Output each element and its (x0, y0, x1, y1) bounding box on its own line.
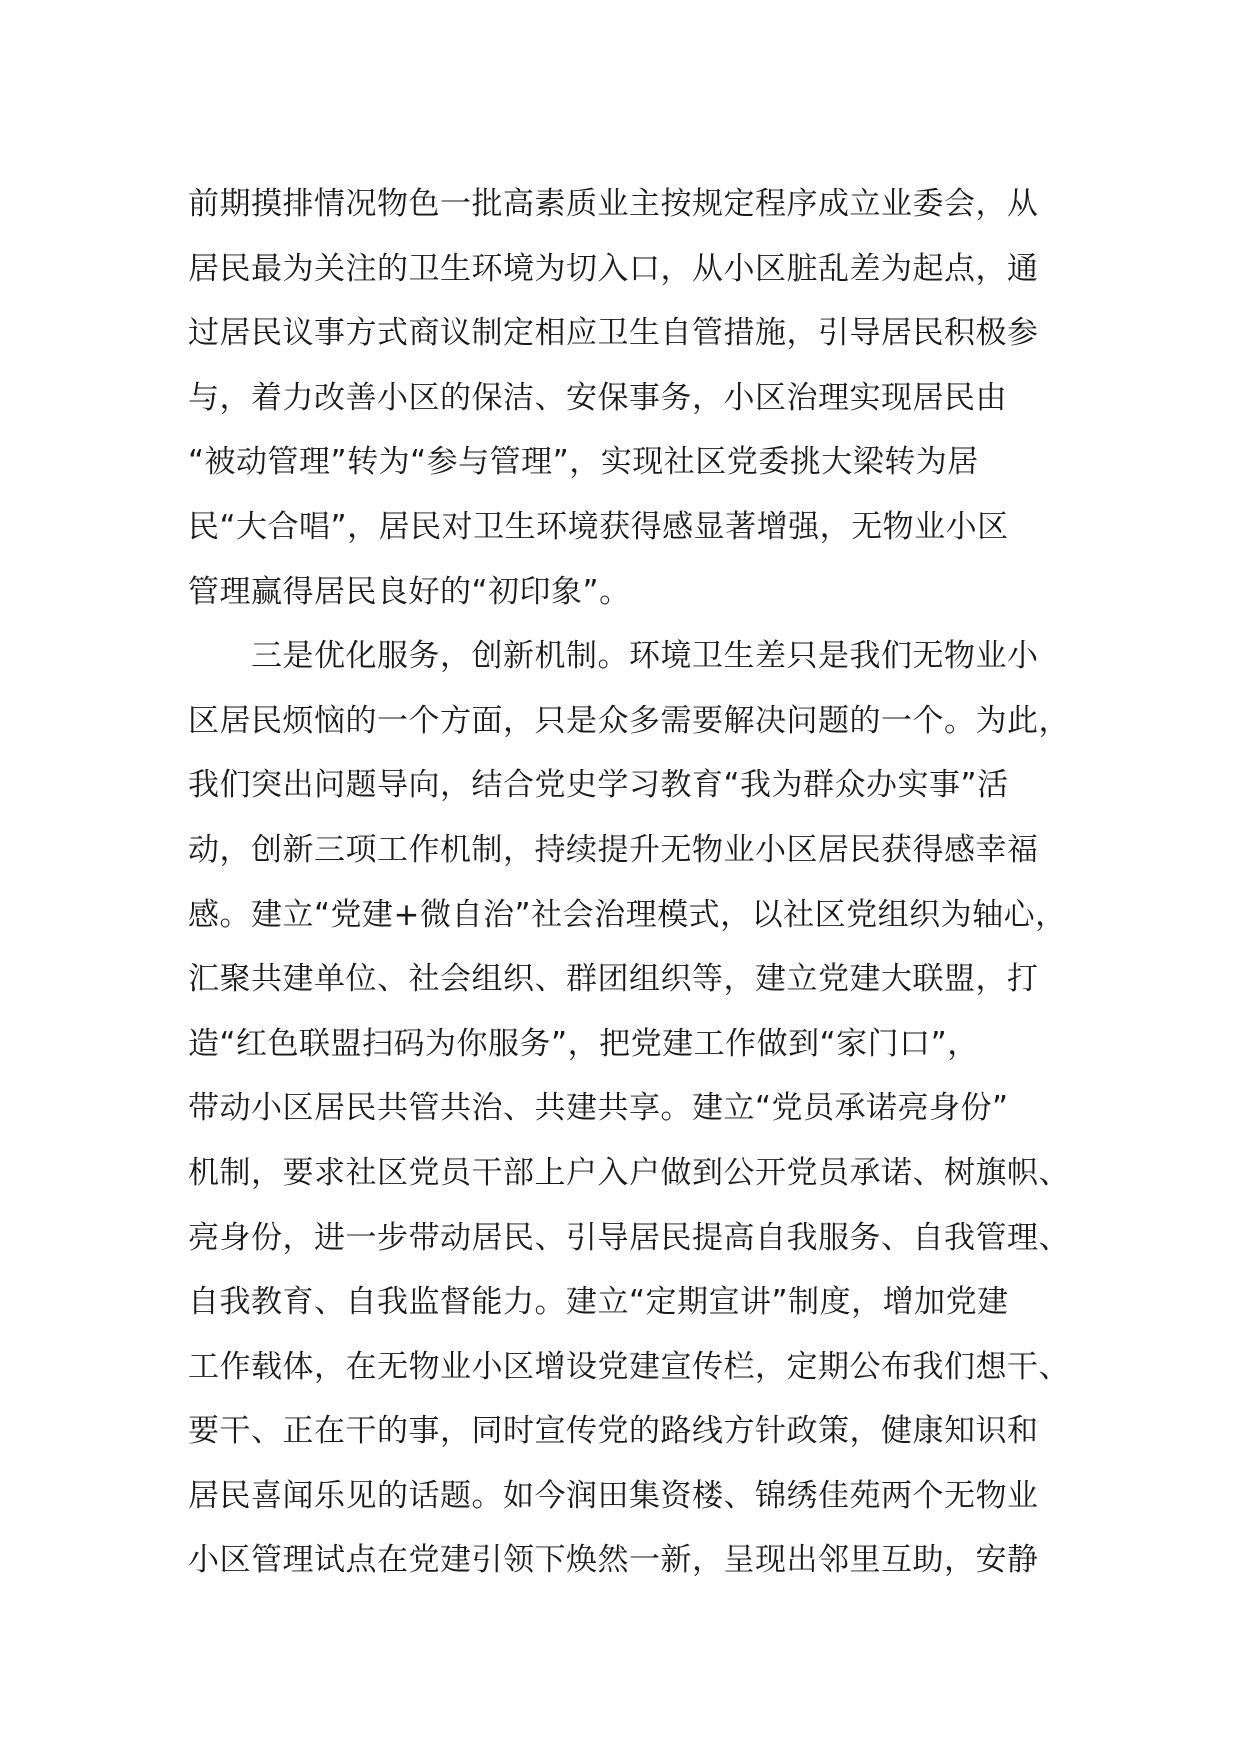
text-line: 居民喜闻乐见的话题。如今润田集资楼、锦绣佳苑两个无物业 (188, 1477, 1039, 1514)
text-line: 自我教育、自我监督能力。建立“定期宣讲”制度，增加党建 (188, 1284, 1009, 1321)
text-line: 三是优化服务，创新机制。环境卫生差只是我们无物业小 (188, 638, 1039, 675)
text-line: 过居民议事方式商议制定相应卫生自管措施，引导居民积极参 (188, 315, 1039, 352)
text-line: 居民最为关注的卫生环境为切入口，从小区脏乱差为起点，通 (188, 250, 1039, 287)
text-line: 造“红色联盟扫码为你服务”，把党建工作做到“家门口”， (188, 1025, 979, 1062)
text-line: 汇聚共建单位、社会组织、群团组织等，建立党建大联盟，打 (188, 961, 1039, 998)
text-line: “被动管理”转为“参与管理”，实现社区党委挑大梁转为居 (188, 444, 979, 481)
text-line: 工作载体，在无物业小区增设党建宣传栏，定期公布我们想干、 (188, 1348, 1070, 1385)
text-line: 带动小区居民共管共治、共建共享。建立“党员承诺亮身份” (188, 1090, 1009, 1127)
text-line: 我们突出问题导向，结合党史学习教育“我为群众办实事”活 (188, 767, 1009, 804)
text-line: 前期摸排情况物色一批高素质业主按规定程序成立业委会，从 (188, 186, 1039, 222)
text-line: 动，创新三项工作机制，持续提升无物业小区居民获得感幸福 (188, 831, 1039, 868)
text-line: 机制，要求社区党员干部上户入户做到公开党员承诺、树旗帜、 (188, 1154, 1070, 1191)
text-line: 民“大合唱”，居民对卫生环境获得感显著增强，无物业小区 (188, 508, 1009, 545)
text-line: 要干、正在干的事，同时宣传党的路线方针政策，健康知识和 (188, 1413, 1039, 1450)
text-line: 管理赢得居民良好的“初印象”。 (188, 573, 631, 610)
text-line: 感。建立“党建+微自治”社会治理模式，以社区党组织为轴心， (188, 896, 1067, 933)
body-text (188, 172, 1088, 1593)
text-line: 区居民烦恼的一个方面，只是众多需要解决问题的一个。为此， (188, 702, 1070, 739)
text-line: 小区管理试点在党建引领下焕然一新，呈现出邻里互助，安静 (188, 1542, 1039, 1579)
text-line: 亮身份，进一步带动居民、引导居民提高自我服务、自我管理、 (188, 1219, 1070, 1256)
text-line: 与，着力改善小区的保洁、安保事务，小区治理实现居民由 (188, 379, 1007, 416)
